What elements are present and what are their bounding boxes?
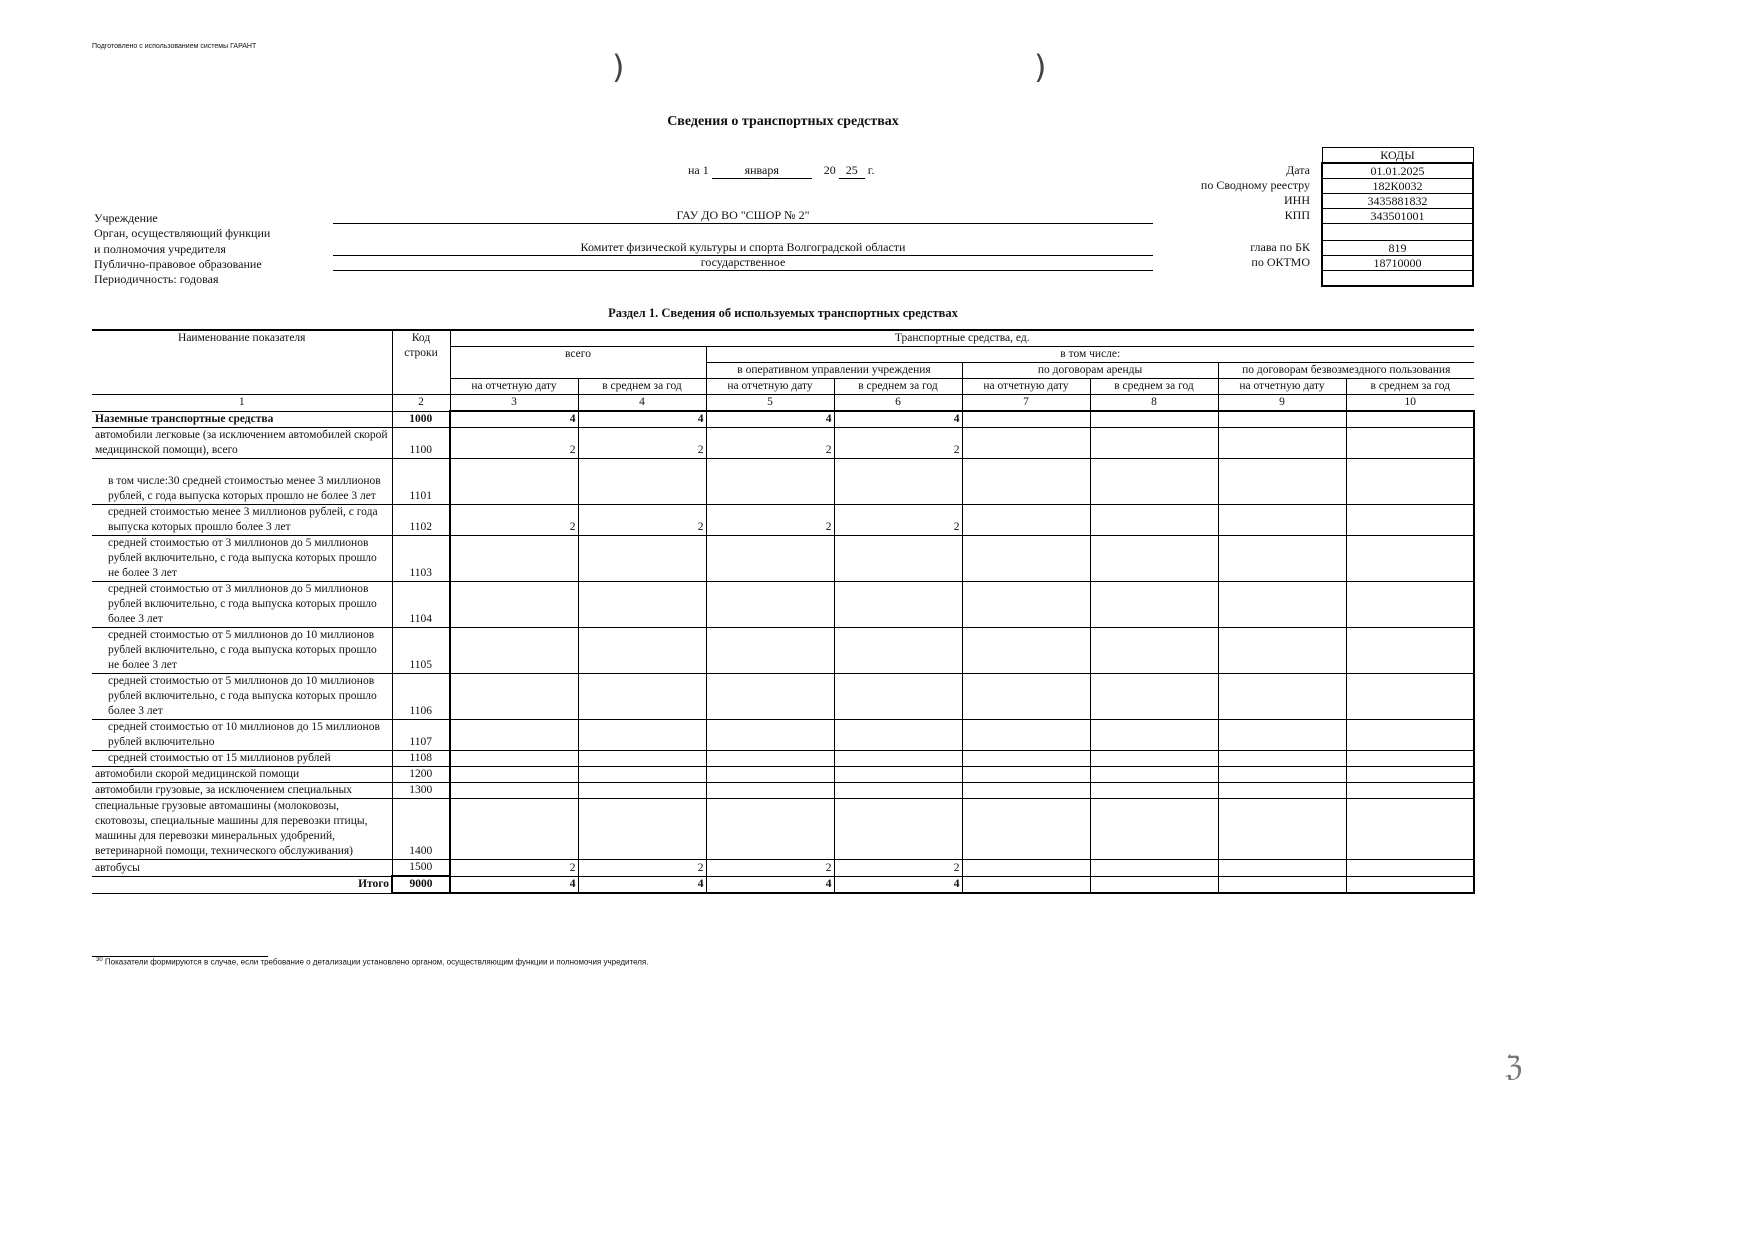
- row-value: [1218, 628, 1346, 674]
- row-name: в том числе:30 средней стоимостью менее 3 миллионов рублей, с года выпуска которых прошло не более 3 лет: [92, 459, 392, 505]
- table-row: [92, 751, 1474, 767]
- code-label-kpp: КПП: [1284, 208, 1310, 222]
- row-value: [578, 767, 706, 783]
- row-value: [706, 799, 834, 860]
- row-name: средней стоимостью от 15 миллионов рублей: [92, 751, 392, 767]
- code-label-date: Дата: [1286, 163, 1310, 177]
- row-value: [578, 751, 706, 767]
- document-title: Сведения о транспортных средствах: [667, 114, 899, 129]
- row-value: 2: [834, 428, 962, 459]
- row-value: [1346, 720, 1474, 751]
- code-bk: 819: [1322, 241, 1473, 256]
- row-value: [962, 767, 1090, 783]
- row-value: [578, 799, 706, 860]
- row-name: средней стоимостью от 10 миллионов до 15 миллионов рублей включительно: [92, 720, 392, 751]
- row-value: [1218, 799, 1346, 860]
- founder-label-line2: и полномочия учредителя: [94, 242, 226, 256]
- row-value: [1346, 783, 1474, 799]
- row-value: [1090, 783, 1218, 799]
- row-value: [450, 767, 578, 783]
- row-value: [1090, 674, 1218, 720]
- report-date-line: [688, 163, 874, 179]
- header-transport: Транспортные средства, ед.: [450, 330, 1474, 347]
- code-label-inn: ИНН: [1284, 193, 1310, 207]
- row-value: [1090, 767, 1218, 783]
- total-value: 4: [706, 876, 834, 893]
- founder-label-line1: Орган, осуществляющий функции: [94, 226, 271, 240]
- transport-table: [92, 329, 1475, 894]
- row-value: 2: [578, 860, 706, 877]
- row-value: [1218, 582, 1346, 628]
- row-name: автомобили скорой медицинской помощи: [92, 767, 392, 783]
- row-value: [1218, 720, 1346, 751]
- row-value: [1218, 459, 1346, 505]
- date-suffix: г.: [867, 163, 875, 177]
- punch-hole-mark: ): [1034, 48, 1047, 86]
- row-value: [1346, 751, 1474, 767]
- code-oktmo: 18710000: [1322, 256, 1473, 271]
- founder-value: Комитет физической культуры и спорта Волгоградской области: [333, 240, 1153, 256]
- row-value: 2: [706, 428, 834, 459]
- row-value: 4: [706, 411, 834, 428]
- row-value: [450, 536, 578, 582]
- row-value: [1218, 411, 1346, 428]
- header-report-date: на отчетную дату: [706, 379, 834, 395]
- row-value: [962, 505, 1090, 536]
- code-date: 01.01.2025: [1322, 163, 1473, 179]
- row-value: [962, 860, 1090, 877]
- row-value: [962, 428, 1090, 459]
- table-row: [92, 582, 1474, 628]
- column-number: 10: [1346, 395, 1474, 412]
- table-row: [92, 720, 1474, 751]
- header-report-date: на отчетную дату: [1218, 379, 1346, 395]
- row-code: 1105: [392, 628, 450, 674]
- row-value: [962, 459, 1090, 505]
- total-row: [92, 876, 1474, 893]
- row-value: [1090, 505, 1218, 536]
- table-row: [92, 674, 1474, 720]
- row-code: 1106: [392, 674, 450, 720]
- header-total: всего: [450, 347, 706, 379]
- row-value: 2: [450, 860, 578, 877]
- row-value: [1090, 799, 1218, 860]
- row-value: [834, 783, 962, 799]
- row-value: [834, 628, 962, 674]
- code-empty: [1322, 224, 1473, 241]
- handwritten-mark: ℨ: [1505, 1050, 1523, 1083]
- row-value: [962, 674, 1090, 720]
- prepared-by-note: Подготовлено с использованием системы ГАРАНТ: [92, 43, 257, 50]
- row-name: специальные грузовые автомашины (молоковозы, скотовозы, специальные машины для перевозки птицы, машины для перевозки минеральных удобрений, ветеринарной помощи, технического обслуживания): [92, 799, 392, 860]
- institution-label: Учреждение: [94, 211, 158, 225]
- row-value: [834, 799, 962, 860]
- row-value: [1346, 505, 1474, 536]
- row-value: [706, 767, 834, 783]
- row-value: 2: [450, 428, 578, 459]
- row-value: [1218, 505, 1346, 536]
- header-code: Код строки: [392, 330, 450, 395]
- code-empty: [1322, 271, 1473, 287]
- row-value: [578, 783, 706, 799]
- row-value: [450, 674, 578, 720]
- header-lease: по договорам аренды: [962, 363, 1218, 379]
- total-value: 4: [450, 876, 578, 893]
- row-value: [962, 628, 1090, 674]
- date-year-prefix: 20: [823, 163, 836, 177]
- code-label-registry: по Сводному реестру: [1200, 178, 1310, 192]
- row-name: средней стоимостью от 3 миллионов до 5 миллионов рублей включительно, с года выпуска которых прошло не более 3 лет: [92, 536, 392, 582]
- periodicity-label: Периодичность: годовая: [94, 272, 219, 286]
- date-prefix: на 1: [688, 163, 709, 177]
- header-report-date: на отчетную дату: [962, 379, 1090, 395]
- row-value: [1090, 720, 1218, 751]
- total-value: 4: [834, 876, 962, 893]
- row-name: Наземные транспортные средства: [92, 411, 392, 428]
- code-inn: 3435881832: [1322, 194, 1473, 209]
- header-name: Наименование показателя: [92, 330, 392, 395]
- table-row: [92, 767, 1474, 783]
- row-value: [1218, 428, 1346, 459]
- codes-header: КОДЫ: [1322, 148, 1473, 164]
- row-name: средней стоимостью менее 3 миллионов рублей, с года выпуска которых прошло более 3 лет: [92, 505, 392, 536]
- row-value: [1218, 751, 1346, 767]
- row-value: [1218, 767, 1346, 783]
- row-value: [706, 751, 834, 767]
- section-title: Раздел 1. Сведения об используемых транспортных средствах: [608, 306, 958, 320]
- total-value: 4: [578, 876, 706, 893]
- row-value: [1346, 628, 1474, 674]
- row-code: 1100: [392, 428, 450, 459]
- row-name: средней стоимостью от 5 миллионов до 10 миллионов рублей включительно, с года выпуска которых прошло не более 3 лет: [92, 628, 392, 674]
- row-value: [962, 799, 1090, 860]
- table-row: [92, 783, 1474, 799]
- code-label-oktmo: по ОКТМО: [1251, 255, 1310, 269]
- table-row: [92, 505, 1474, 536]
- row-value: [1346, 799, 1474, 860]
- table-body: [92, 411, 1474, 893]
- row-value: 2: [834, 860, 962, 877]
- row-value: 4: [834, 411, 962, 428]
- row-value: [1346, 582, 1474, 628]
- row-value: [1090, 860, 1218, 877]
- row-value: [578, 628, 706, 674]
- row-value: [1218, 674, 1346, 720]
- row-code: 1400: [392, 799, 450, 860]
- table-row: [92, 799, 1474, 860]
- row-value: [706, 674, 834, 720]
- row-value: 2: [706, 505, 834, 536]
- row-code: 1500: [392, 860, 450, 877]
- row-value: [834, 459, 962, 505]
- column-number: 9: [1218, 395, 1346, 412]
- row-name: автобусы: [92, 860, 392, 877]
- row-code: 1101: [392, 459, 450, 505]
- header-free-use: по договорам безвозмездного пользования: [1218, 363, 1474, 379]
- column-numbers-row: [92, 395, 1474, 412]
- table-row: [92, 860, 1474, 877]
- header-average: в среднем за год: [1090, 379, 1218, 395]
- row-value: [450, 720, 578, 751]
- total-code: 9000: [392, 876, 450, 893]
- row-code: 1104: [392, 582, 450, 628]
- row-value: 2: [834, 505, 962, 536]
- column-number: 8: [1090, 395, 1218, 412]
- total-label: Итого: [92, 876, 392, 893]
- table-row: [92, 411, 1474, 428]
- row-value: [706, 720, 834, 751]
- row-value: [1346, 459, 1474, 505]
- row-value: [1346, 767, 1474, 783]
- row-value: [834, 751, 962, 767]
- row-value: [962, 582, 1090, 628]
- row-code: 1103: [392, 536, 450, 582]
- header-average: в среднем за год: [1346, 379, 1474, 395]
- row-value: [1090, 536, 1218, 582]
- row-value: 2: [578, 505, 706, 536]
- row-value: [706, 536, 834, 582]
- row-code: 1107: [392, 720, 450, 751]
- row-code: 1102: [392, 505, 450, 536]
- public-entity-label: Публично-правовое образование: [94, 257, 262, 271]
- row-value: [1346, 536, 1474, 582]
- row-value: 4: [450, 411, 578, 428]
- row-value: [1218, 536, 1346, 582]
- code-label-bk: глава по БК: [1250, 240, 1310, 254]
- row-value: [706, 783, 834, 799]
- row-value: [1090, 411, 1218, 428]
- row-value: [450, 459, 578, 505]
- header-operative: в оперативном управлении учреждения: [706, 363, 962, 379]
- row-value: [450, 582, 578, 628]
- row-value: [450, 799, 578, 860]
- row-value: [1090, 428, 1218, 459]
- row-value: [834, 720, 962, 751]
- row-value: [962, 720, 1090, 751]
- row-value: [962, 536, 1090, 582]
- code-registry: 182К0032: [1322, 179, 1473, 194]
- row-name: средней стоимостью от 3 миллионов до 5 миллионов рублей включительно, с года выпуска которых прошло более 3 лет: [92, 582, 392, 628]
- row-code: 1108: [392, 751, 450, 767]
- date-year: 25: [839, 163, 865, 179]
- row-value: [578, 720, 706, 751]
- row-value: [450, 628, 578, 674]
- row-value: [834, 536, 962, 582]
- column-number: 4: [578, 395, 706, 412]
- row-value: [578, 674, 706, 720]
- row-code: 1200: [392, 767, 450, 783]
- row-value: [1090, 628, 1218, 674]
- row-value: [962, 751, 1090, 767]
- row-value: [962, 411, 1090, 428]
- table-row: [92, 459, 1474, 505]
- row-value: [1218, 860, 1346, 877]
- row-value: [1346, 411, 1474, 428]
- row-code: 1000: [392, 411, 450, 428]
- row-value: [1090, 582, 1218, 628]
- row-name: автомобили грузовые, за исключением специальных: [92, 783, 392, 799]
- row-value: [578, 582, 706, 628]
- row-value: [962, 783, 1090, 799]
- row-value: [1090, 459, 1218, 505]
- row-value: [578, 536, 706, 582]
- total-value: [1090, 876, 1218, 893]
- row-code: 1300: [392, 783, 450, 799]
- row-value: [1346, 428, 1474, 459]
- row-value: [450, 751, 578, 767]
- footnote: [96, 957, 648, 967]
- row-value: 2: [450, 505, 578, 536]
- public-entity-value: государственное: [333, 255, 1153, 271]
- row-value: 2: [578, 428, 706, 459]
- total-value: [962, 876, 1090, 893]
- header-average: в среднем за год: [578, 379, 706, 395]
- header-average: в среднем за год: [834, 379, 962, 395]
- row-value: [1346, 860, 1474, 877]
- row-value: [706, 459, 834, 505]
- institution-value: ГАУ ДО ВО "СШОР № 2": [333, 208, 1153, 224]
- row-value: 4: [578, 411, 706, 428]
- row-value: [1218, 783, 1346, 799]
- footnote-text: Показатели формируются в случае, если требование о детализации установлено органом, осуществляющим функции и полномочия учредителя.: [104, 957, 649, 967]
- row-value: [706, 582, 834, 628]
- codes-table: [1321, 147, 1474, 287]
- total-value: [1218, 876, 1346, 893]
- row-value: [578, 459, 706, 505]
- row-value: [1346, 674, 1474, 720]
- row-value: [834, 767, 962, 783]
- column-number: 7: [962, 395, 1090, 412]
- column-number: 5: [706, 395, 834, 412]
- column-number: 2: [392, 395, 450, 412]
- code-kpp: 343501001: [1322, 209, 1473, 224]
- row-value: [834, 674, 962, 720]
- column-number: 3: [450, 395, 578, 412]
- header-report-date: на отчетную дату: [450, 379, 578, 395]
- total-value: [1346, 876, 1474, 893]
- row-value: [450, 783, 578, 799]
- table-row: [92, 628, 1474, 674]
- punch-hole-mark: ): [612, 48, 625, 86]
- column-number: 6: [834, 395, 962, 412]
- column-number: 1: [92, 395, 392, 412]
- row-value: [1090, 751, 1218, 767]
- table-row: [92, 536, 1474, 582]
- row-name: автомобили легковые (за исключением автомобилей скорой медицинской помощи), всего: [92, 428, 392, 459]
- row-value: [706, 628, 834, 674]
- footnote-mark: 30: [96, 957, 103, 963]
- row-value: [834, 582, 962, 628]
- row-name: средней стоимостью от 5 миллионов до 10 миллионов рублей включительно, с года выпуска которых прошло более 3 лет: [92, 674, 392, 720]
- date-month: января: [712, 163, 812, 179]
- header-including: в том числе:: [706, 347, 1474, 363]
- row-value: 2: [706, 860, 834, 877]
- table-row: [92, 428, 1474, 459]
